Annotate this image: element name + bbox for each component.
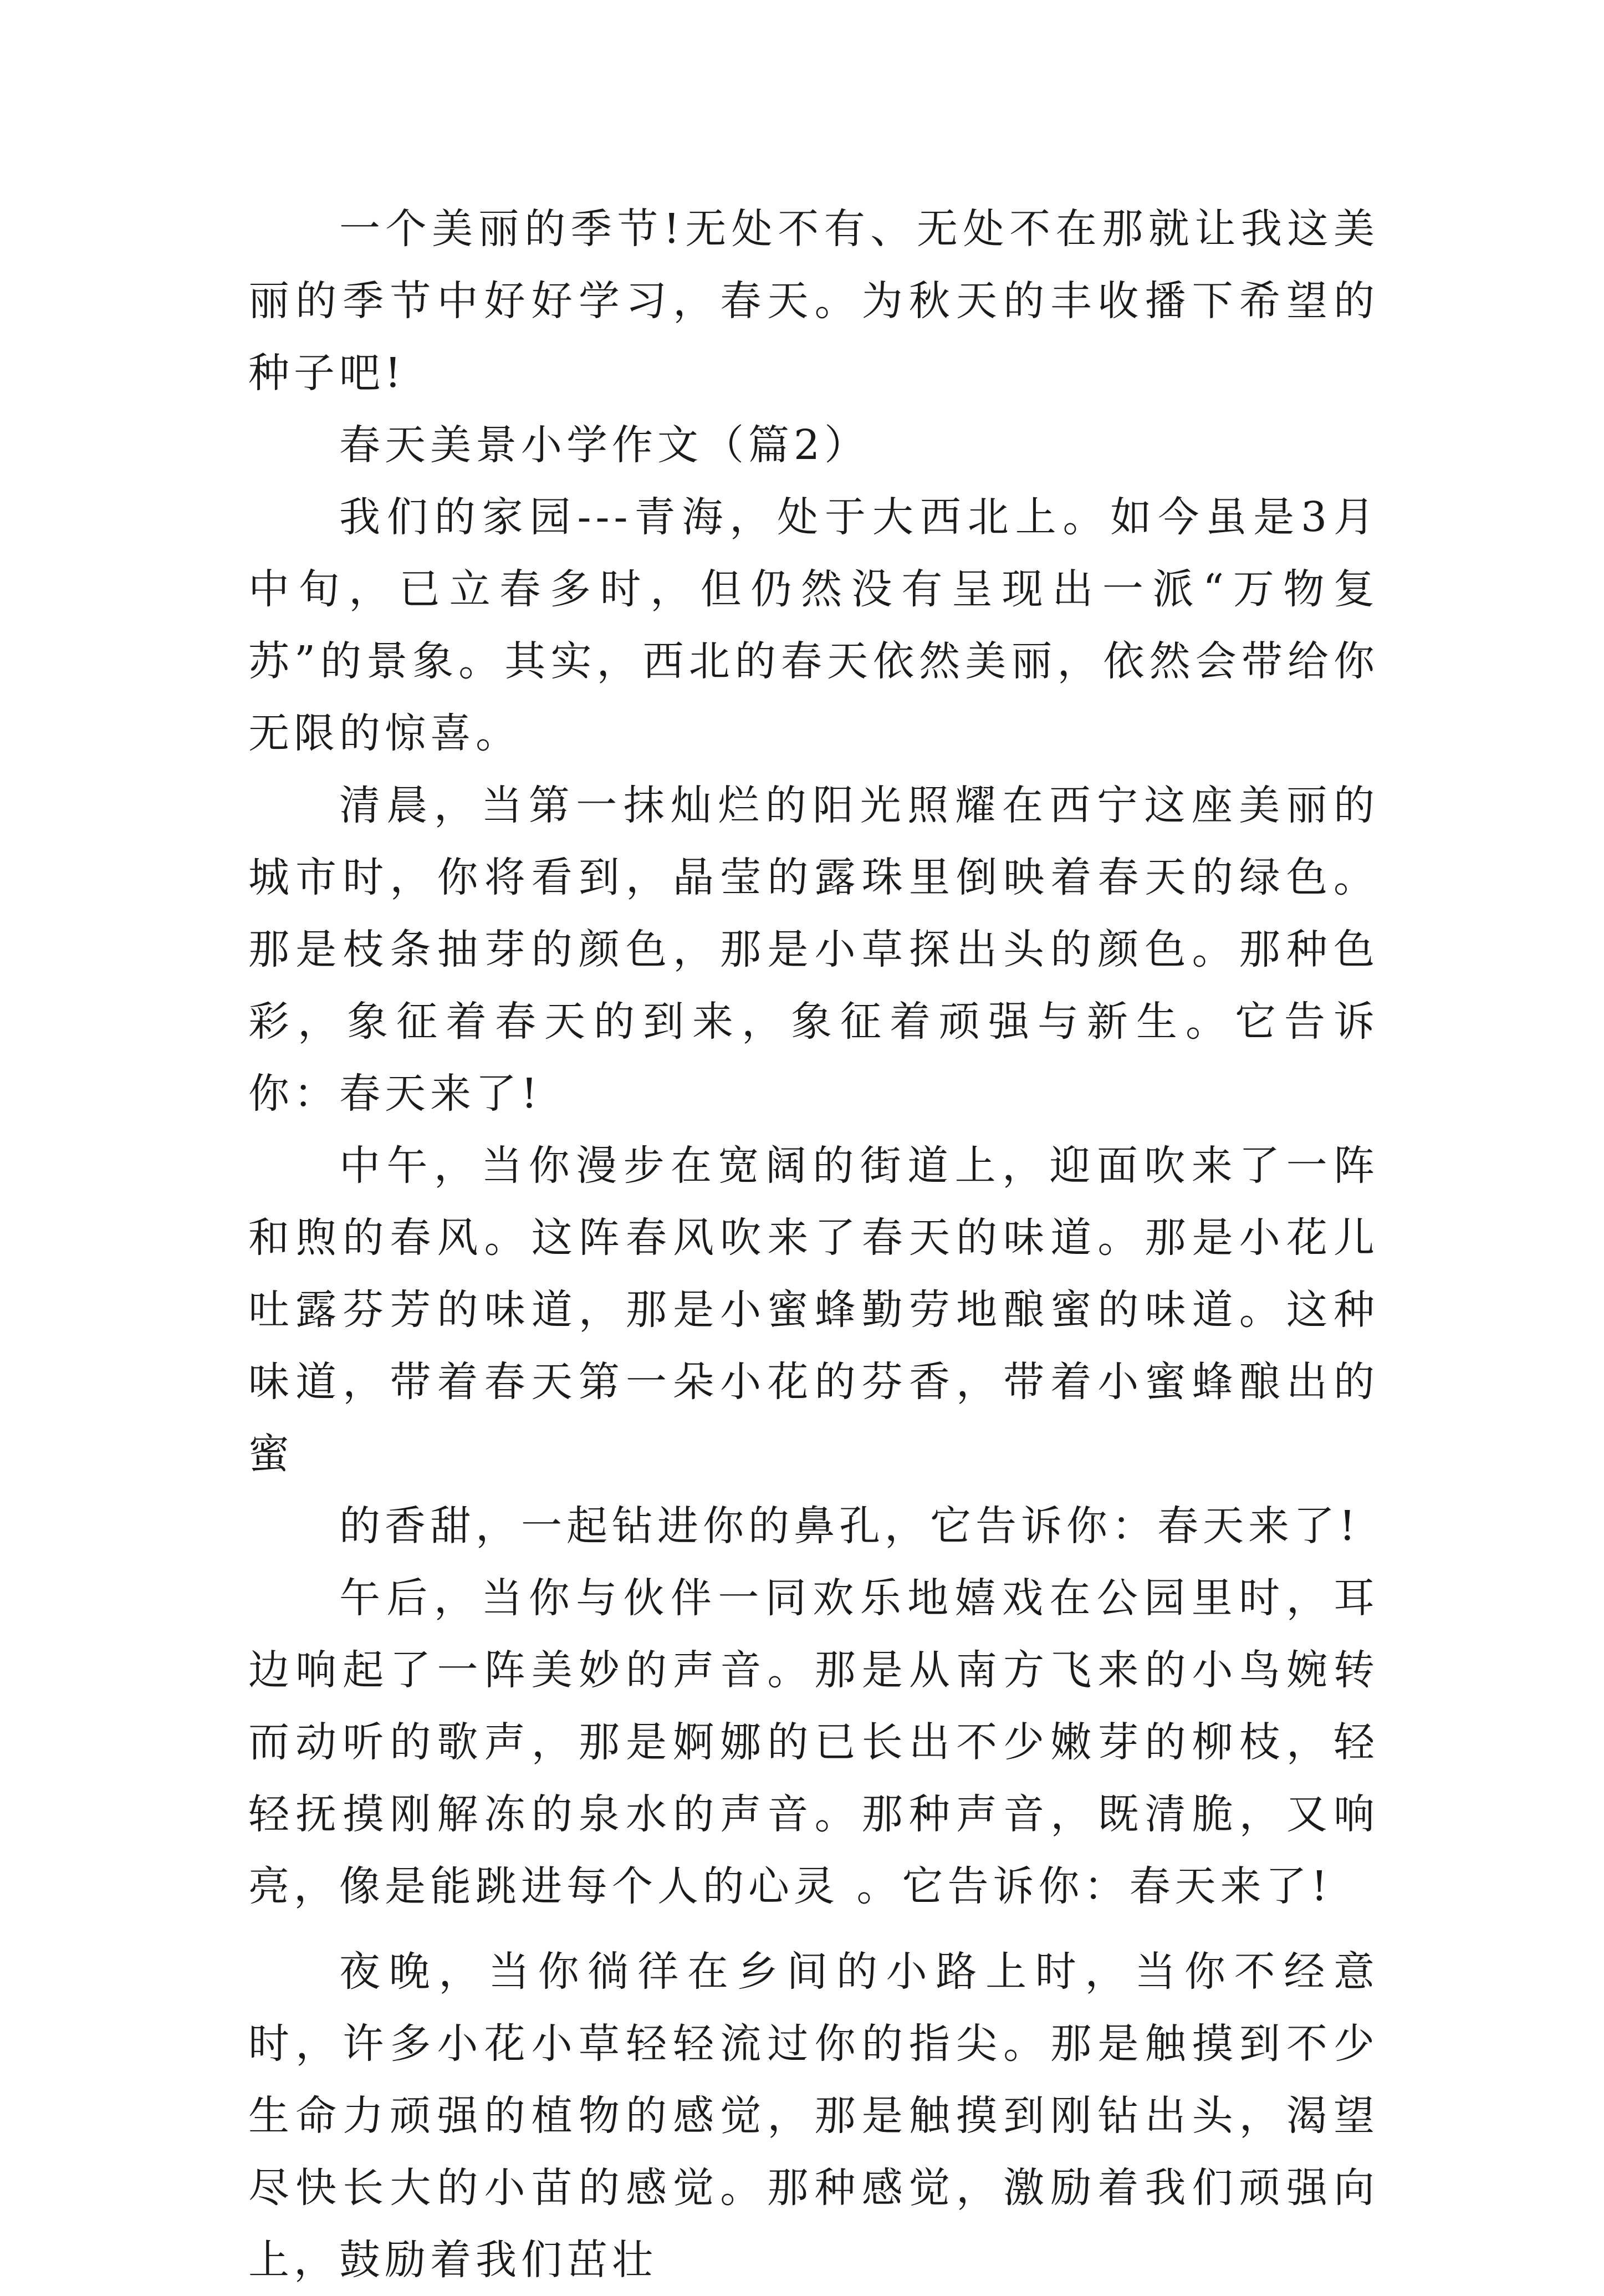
paragraph-evening: 夜晚，当你徜徉在乡间的小路上时，当你不经意时，许多小花小草轻轻流过你的指尖。那是触摸到不少生命力顽强的植物的感觉，那是触摸到刚钻出头，渴望尽快长大的小苗的感觉。那种感觉，激励着我们顽强向上，鼓励着我们茁壮 xyxy=(248,1948,1379,2284)
paragraph-afternoon: 午后，当你与伙伴一同欢乐地嬉戏在公园里时，耳边响起了一阵美妙的声音。那是从南方飞来的小鸟婉转而动听的歌声，那是婀娜的已长出不少嫩芽的柳枝，轻轻抚摸刚解冻的泉水的声音。那种声音，既清脆，又响亮，像是能跳进每个人的心灵 。它告诉你：春天来了! xyxy=(248,1574,1379,1910)
paragraph-morning: 清晨，当第一抹灿烂的阳光照耀在西宁这座美丽的城市时，你将看到，晶莹的露珠里倒映着春天的绿色。那是枝条抽芽的颜色，那是小草探出头的颜色。那种色彩，象征着春天的到来，象征着顽强与新生。它告诉你：春天来了! xyxy=(248,782,1379,1118)
section-heading: 春天美景小学作文（篇2） xyxy=(339,421,870,469)
document-body xyxy=(248,193,1379,2296)
paragraph-qinghai: 我们的家园---青海，处于大西北上。如今虽是3月中旬，已立春多时，但仍然没有呈现出一派“万物复苏”的景象。其实，西北的春天依然美丽，依然会带给你无限的惊喜。 xyxy=(248,493,1379,757)
paragraph-noon-continuation: 的香甜，一起钻进你的鼻孔，它告诉你：春天来了! xyxy=(339,1502,1360,1550)
paragraph-noon: 中午，当你漫步在宽阔的街道上，迎面吹来了一阵和煦的春风。这阵春风吹来了春天的味道。那是小花儿吐露芬芳的味道，那是小蜜蜂勤劳地酿蜜的味道。这种味道，带着春天第一朵小花的芬香，带着小蜜蜂酿出的蜜 xyxy=(248,1142,1379,1478)
paragraph-intro-continuation: 一个美丽的季节!无处不有、无处不在那就让我这美丽的季节中好好学习，春天。为秋天的丰收播下希望的种子吧! xyxy=(248,205,1379,397)
